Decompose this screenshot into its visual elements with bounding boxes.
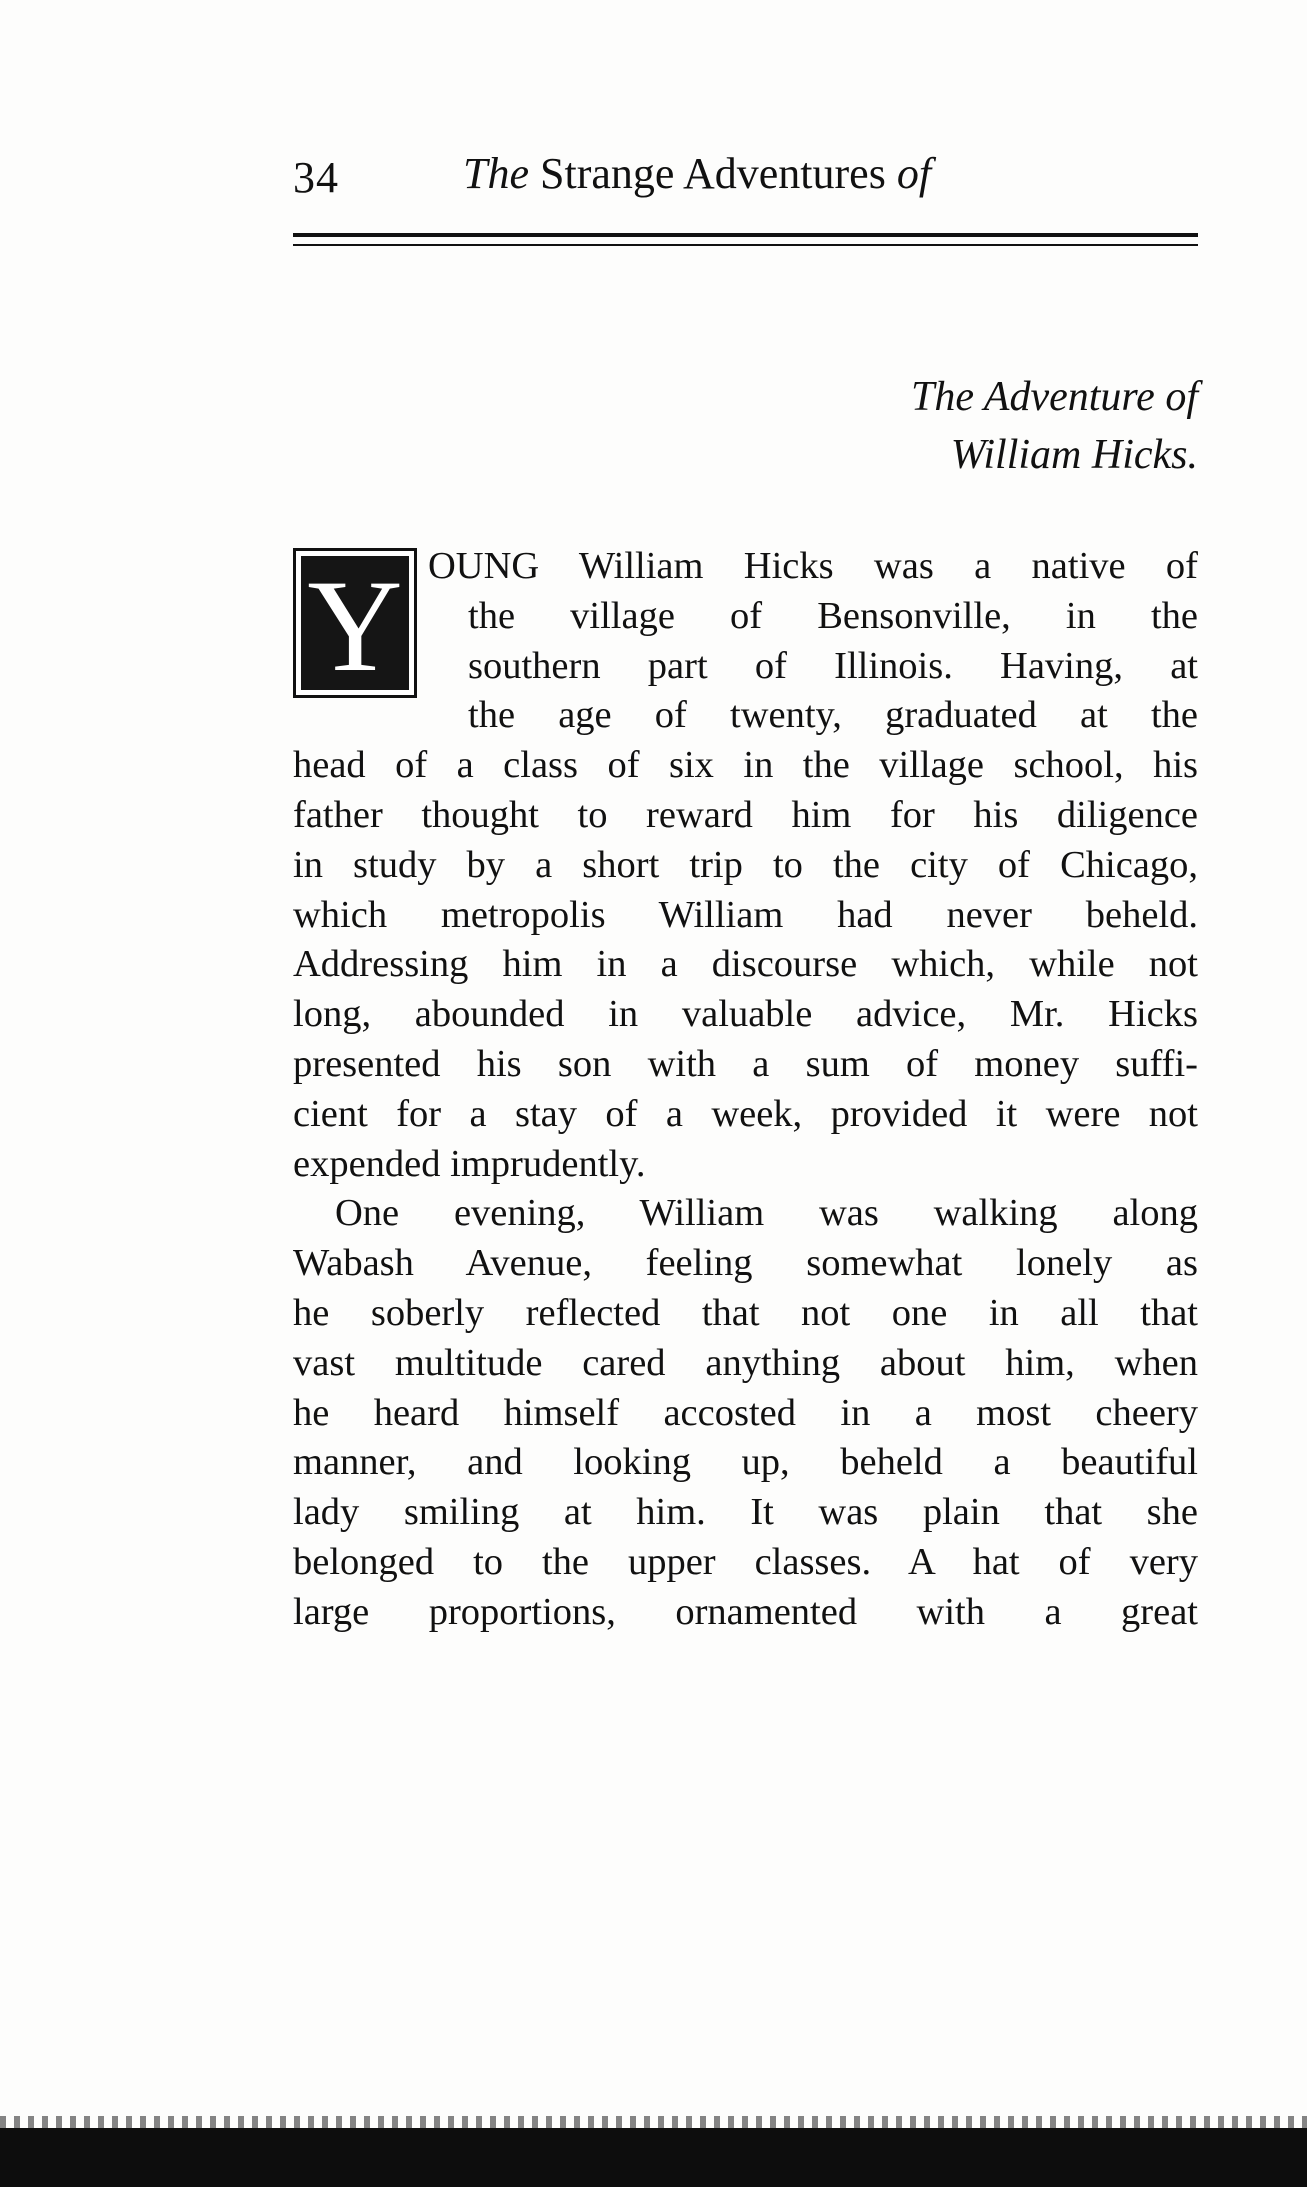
paragraph-1 <box>293 542 1198 1189</box>
text-line: belonged to the upper classes. A hat of very <box>293 1540 1198 1583</box>
section-heading <box>700 368 1198 484</box>
text-line: manner, and looking up, beheld a beautiful <box>293 1441 1198 1484</box>
text-line: he soberly reflected that not one in all that <box>293 1291 1198 1334</box>
text-line: cient for a stay of a week, provided it were not <box>293 1092 1198 1135</box>
running-title <box>463 148 931 199</box>
section-heading-line-2: William Hicks. <box>950 432 1198 478</box>
running-title-middle: Strange Adventures <box>529 149 897 198</box>
text-line: in study by a short trip to the city of Chicago, <box>293 843 1198 886</box>
text-line: southern part of Illinois. Having, at <box>468 644 1198 687</box>
text-line: the village of Bensonville, in the <box>468 594 1198 637</box>
section-heading-line-1: The Adventure of <box>911 374 1198 420</box>
scan-bottom-edge <box>0 2128 1307 2187</box>
page-number: 34 <box>293 153 339 202</box>
running-title-of: of <box>896 149 932 198</box>
text-line: vast multitude cared anything about him, when <box>293 1341 1198 1384</box>
text-line: long, abounded in valuable advice, Mr. Hicks <box>293 993 1198 1036</box>
header-rule-thick <box>293 233 1198 237</box>
paragraph-2 <box>293 1189 1198 1637</box>
text-line: head of a class of six in the village school, his <box>293 744 1198 787</box>
text-line: presented his son with a sum of money suffi- <box>293 1042 1198 1085</box>
text-line: OUNG William Hicks was a native of <box>428 545 1198 587</box>
text-line: the age of twenty, graduated at the <box>468 694 1198 737</box>
running-header <box>293 140 1198 200</box>
text-line: which metropolis William had never beheld. <box>293 893 1198 936</box>
text-line: expended imprudently. <box>293 1142 646 1185</box>
body-text <box>293 542 1198 1638</box>
text-line: he heard himself accosted in a most cheery <box>293 1391 1198 1434</box>
text-line: large proportions, ornamented with a great <box>293 1590 1198 1633</box>
text-line: Addressing him in a discourse which, while not <box>293 943 1198 986</box>
text-line: One evening, William was walking along <box>335 1192 1198 1235</box>
drop-cap-letter: Y <box>301 556 409 690</box>
text-line: lady smiling at him. It was plain that she <box>293 1491 1198 1534</box>
text-line: father thought to reward him for his diligence <box>293 793 1198 836</box>
text-line: Wabash Avenue, feeling somewhat lonely as <box>293 1242 1198 1285</box>
header-rule-thin <box>293 244 1198 246</box>
running-title-the: The <box>463 149 529 198</box>
